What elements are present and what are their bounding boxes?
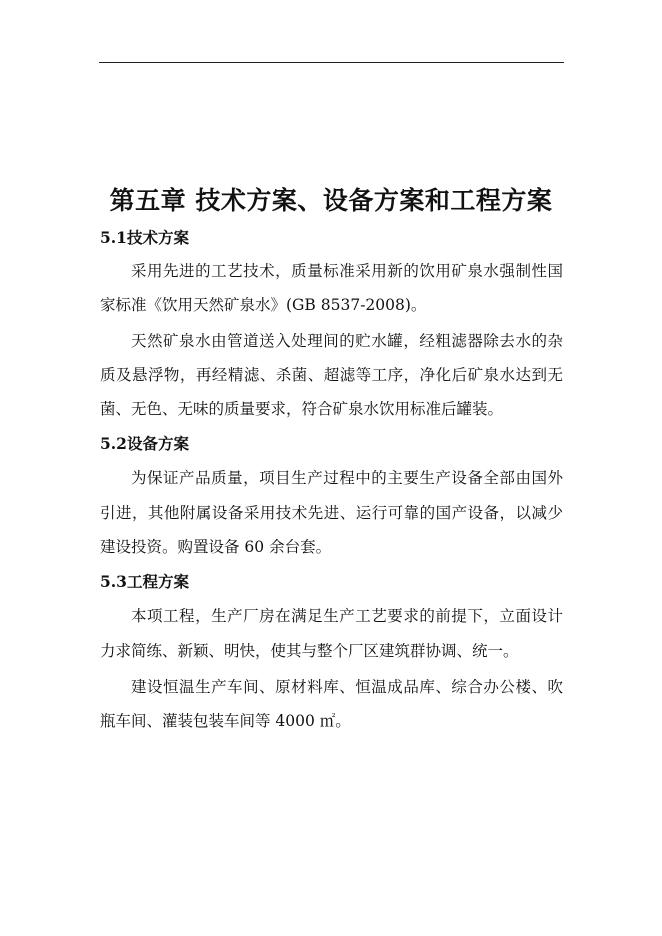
paragraph-line: 瓶车间、灌装包装车间等 4000 ㎡。 — [100, 712, 351, 730]
paragraph-line: 本项工程，生产厂房在满足生产工艺要求的前提下，立面设计 — [131, 607, 563, 625]
paragraph-line: 菌、无色、无味的质量要求，符合矿泉水饮用标准后罐装。 — [100, 400, 504, 418]
paragraph-line: 为保证产品质量，项目生产过程中的主要生产设备全部由国外 — [131, 469, 563, 487]
section-heading-5-3: 5.3工程方案 — [100, 572, 189, 591]
header-rule — [99, 62, 564, 63]
paragraph-line: 引进，其他附属设备采用技术先进、运行可靠的国产设备，以减少 — [100, 504, 563, 522]
paragraph-line: 建设恒温生产车间、原材料库、恒温成品库、综合办公楼、吹 — [131, 678, 563, 696]
section-heading-5-1: 5.1技术方案 — [100, 228, 189, 247]
paragraph-line: 质及悬浮物，再经精滤、杀菌、超滤等工序，净化后矿泉水达到无 — [100, 366, 563, 384]
chapter-title: 第五章 技术方案、设备方案和工程方案 — [109, 186, 553, 215]
paragraph-line: 采用先进的工艺技术，质量标准采用新的饮用矿泉水强制性国 — [131, 262, 563, 280]
section-heading-5-2: 5.2设备方案 — [100, 434, 189, 453]
paragraph-line: 天然矿泉水由管道送入处理间的贮水罐，经粗滤器除去水的杂 — [131, 332, 563, 350]
paragraph-line: 家标准《饮用天然矿泉水》(GB 8537-2008)。 — [100, 296, 427, 314]
paragraph-line: 建设投资。购置设备 60 余台套。 — [100, 538, 332, 556]
paragraph-line: 力求简练、新颖、明快，使其与整个厂区建筑群协调、统一。 — [100, 642, 519, 660]
